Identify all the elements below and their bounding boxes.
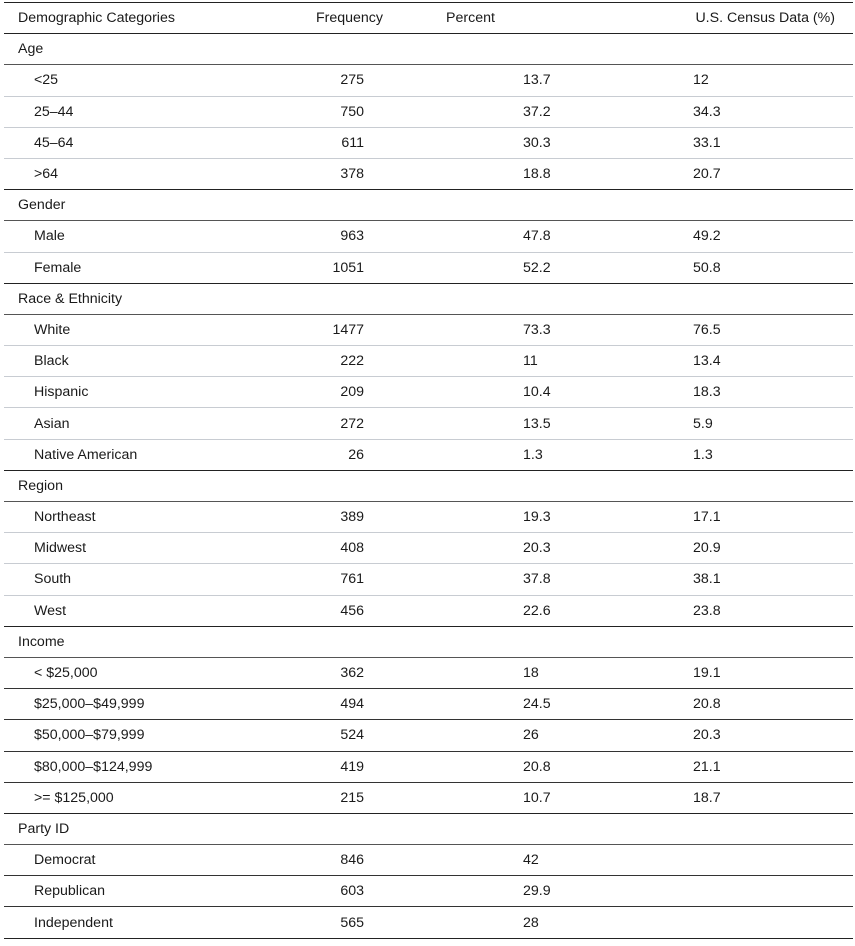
row-percent: 28	[523, 914, 539, 931]
row-census: 50.8	[693, 259, 721, 276]
group-label: Gender	[18, 197, 66, 214]
table-header	[4, 3, 853, 34]
row-percent: 47.8	[523, 228, 551, 245]
row-label: $80,000–$124,999	[34, 758, 153, 775]
row-frequency: 362	[340, 665, 364, 682]
row-label: Native American	[34, 446, 138, 463]
row-label: Independent	[34, 914, 113, 931]
row-frequency: 494	[340, 696, 364, 713]
row-percent: 13.7	[523, 72, 551, 89]
row-percent: 37.8	[523, 571, 551, 588]
row-census: 23.8	[693, 602, 721, 619]
row-census: 49.2	[693, 228, 721, 245]
row-percent: 22.6	[523, 602, 551, 619]
table-row	[4, 65, 853, 96]
row-census: 34.3	[693, 103, 721, 120]
row-census: 17.1	[693, 509, 721, 526]
row-percent: 20.3	[523, 540, 551, 557]
row-census: 12	[693, 72, 709, 89]
row-frequency: 1477	[332, 321, 364, 338]
table-row	[4, 596, 853, 627]
row-census: 19.1	[693, 665, 721, 682]
table-row	[4, 658, 853, 689]
table-row	[4, 720, 853, 751]
group-header-row	[4, 34, 853, 65]
row-percent: 10.7	[523, 789, 551, 806]
row-label: Midwest	[34, 540, 87, 557]
table-row	[4, 408, 853, 439]
row-frequency: 846	[340, 852, 364, 869]
row-label: Female	[34, 259, 82, 276]
table-row	[4, 533, 853, 564]
row-percent: 10.4	[523, 384, 551, 401]
group-label: Region	[18, 477, 63, 494]
row-frequency: 1051	[332, 259, 364, 276]
row-label: $50,000–$79,999	[34, 727, 145, 744]
row-frequency: 272	[340, 415, 364, 432]
row-percent: 29.9	[523, 883, 551, 900]
table-row	[4, 783, 853, 814]
row-label: 45–64	[34, 134, 74, 151]
table-row	[4, 128, 853, 159]
row-label: 25–44	[34, 103, 74, 120]
table-row	[4, 97, 853, 128]
row-frequency: 209	[340, 384, 364, 401]
row-census: 21.1	[693, 758, 721, 775]
row-frequency: 222	[340, 353, 364, 370]
table-row	[4, 377, 853, 408]
header-census: U.S. Census Data (%)	[695, 10, 835, 27]
row-label: White	[34, 321, 71, 338]
group-header-row	[4, 284, 853, 315]
header-category: Demographic Categories	[18, 10, 175, 27]
group-header-row	[4, 627, 853, 658]
row-label: South	[34, 571, 72, 588]
row-label: Democrat	[34, 852, 96, 869]
table-row	[4, 502, 853, 533]
row-census: 18.7	[693, 789, 721, 806]
row-frequency: 456	[340, 602, 364, 619]
row-label: Northeast	[34, 509, 96, 526]
row-census: 33.1	[693, 134, 721, 151]
header-frequency: Frequency	[315, 10, 383, 27]
row-frequency: 389	[340, 509, 364, 526]
row-frequency: 26	[348, 446, 364, 463]
table-row	[4, 315, 853, 346]
row-census: 76.5	[693, 321, 721, 338]
row-frequency: 378	[340, 166, 364, 183]
group-header-row	[4, 190, 853, 221]
row-percent: 30.3	[523, 134, 551, 151]
group-label: Income	[18, 633, 65, 650]
row-label: < $25,000	[34, 665, 98, 682]
row-percent: 24.5	[523, 696, 551, 713]
group-label: Party ID	[18, 820, 70, 837]
row-percent: 20.8	[523, 758, 551, 775]
row-percent: 13.5	[523, 415, 551, 432]
table-row	[4, 845, 853, 876]
row-percent: 37.2	[523, 103, 551, 120]
row-percent: 42	[523, 852, 539, 869]
row-frequency: 524	[340, 727, 364, 744]
row-frequency: 215	[340, 789, 364, 806]
row-frequency: 603	[340, 883, 364, 900]
row-frequency: 275	[340, 72, 364, 89]
row-census: 20.8	[693, 696, 721, 713]
row-percent: 19.3	[523, 509, 551, 526]
row-percent: 26	[523, 727, 539, 744]
row-label: Male	[34, 228, 65, 245]
table-row	[4, 907, 853, 938]
row-census: 18.3	[693, 384, 721, 401]
table-row	[4, 159, 853, 190]
row-percent: 52.2	[523, 259, 551, 276]
row-percent: 1.3	[523, 446, 543, 463]
row-frequency: 565	[340, 914, 364, 931]
row-frequency: 408	[340, 540, 364, 557]
table-row	[4, 346, 853, 377]
row-label: West	[34, 602, 67, 619]
table-row	[4, 752, 853, 783]
table-row	[4, 689, 853, 720]
row-label: >64	[34, 166, 59, 183]
row-label: Asian	[34, 415, 70, 432]
row-census: 20.7	[693, 166, 721, 183]
row-label: $25,000–$49,999	[34, 696, 145, 713]
header-percent: Percent	[446, 10, 495, 27]
row-frequency: 611	[341, 134, 364, 151]
row-percent: 11	[523, 353, 538, 370]
row-label: <25	[34, 72, 59, 89]
row-frequency: 419	[340, 758, 364, 775]
row-label: Hispanic	[34, 384, 89, 401]
row-census: 13.4	[693, 353, 721, 370]
group-header-row	[4, 814, 853, 845]
row-frequency: 963	[340, 228, 364, 245]
group-label: Age	[18, 41, 44, 58]
row-percent: 73.3	[523, 321, 551, 338]
row-percent: 18	[523, 665, 539, 682]
table-row	[4, 440, 853, 471]
group-header-row	[4, 471, 853, 502]
row-census: 5.9	[693, 415, 713, 432]
row-census: 20.3	[693, 727, 721, 744]
row-frequency: 750	[340, 103, 364, 120]
table-row	[4, 253, 853, 284]
row-frequency: 761	[340, 571, 364, 588]
row-label: Republican	[34, 883, 105, 900]
row-percent: 18.8	[523, 166, 551, 183]
row-census: 20.9	[693, 540, 721, 557]
table-row	[4, 221, 853, 252]
row-label: Black	[34, 353, 69, 370]
row-label: >= $125,000	[34, 789, 114, 806]
group-label: Race & Ethnicity	[18, 290, 123, 307]
row-census: 38.1	[693, 571, 721, 588]
table-body	[4, 34, 853, 938]
table-row	[4, 876, 853, 907]
demographics-table	[4, 2, 853, 939]
table-row	[4, 564, 853, 595]
row-census: 1.3	[693, 446, 713, 463]
